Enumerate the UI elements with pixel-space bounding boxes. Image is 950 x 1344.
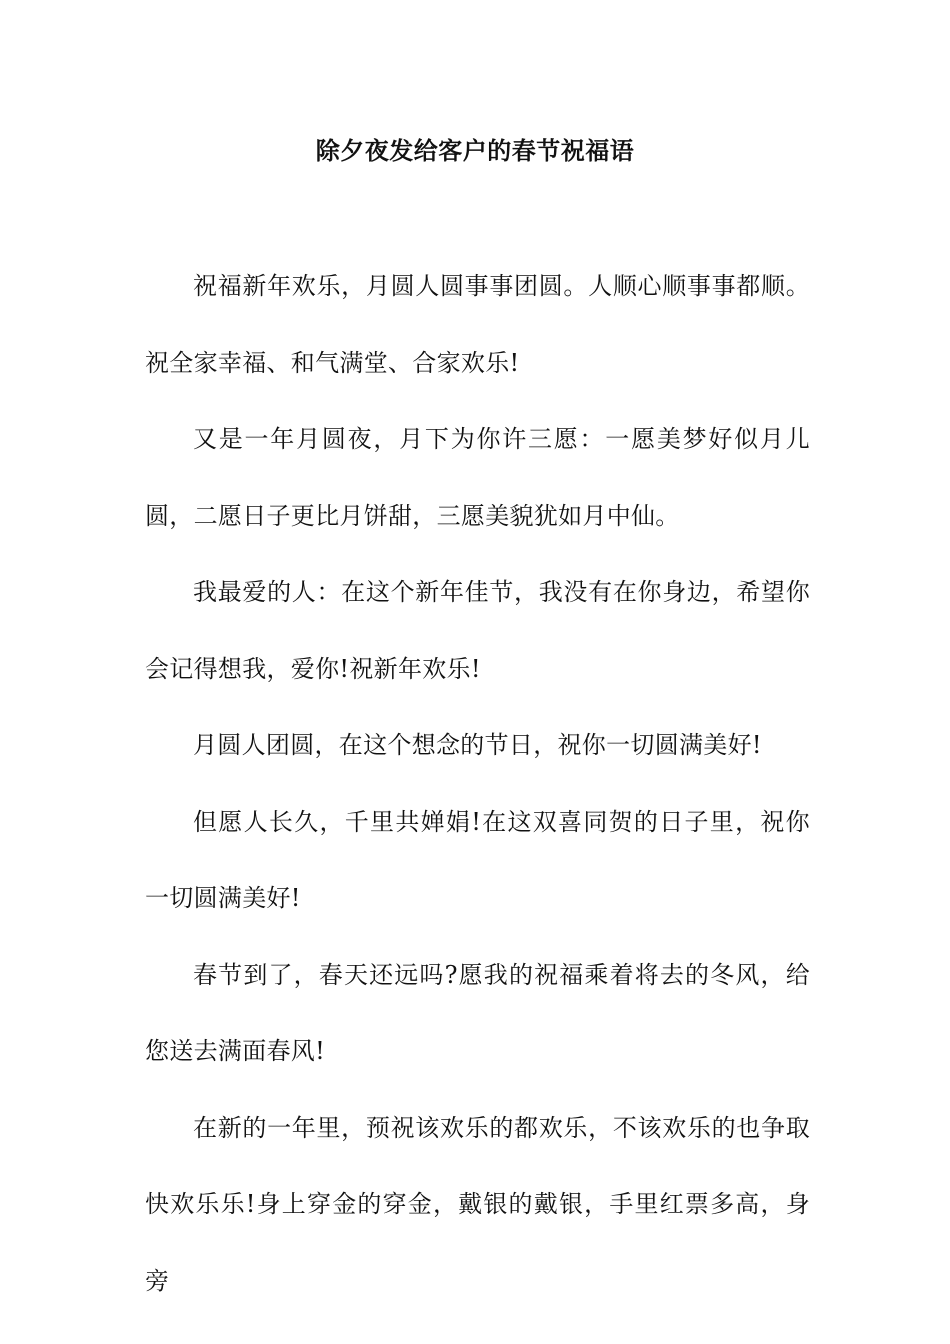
- document-title: 除夕夜发给客户的春节祝福语: [315, 136, 635, 165]
- paragraph: 但愿人长久，千里共婵娟!在这双喜同贺的日子里，祝你一切圆满美好!: [145, 807, 810, 912]
- document-body: [145, 248, 810, 1319]
- paragraph: 祝福新年欢乐，月圆人圆事事团圆。人顺心顺事事都顺。祝全家幸福、和气满堂、合家欢乐!: [145, 272, 810, 377]
- paragraph: 月圆人团圆，在这个想念的节日，祝你一切圆满美好!: [193, 731, 762, 759]
- paragraph: 又是一年月圆夜，月下为你许三愿：一愿美梦好似月儿圆，二愿日子更比月饼甜，三愿美貌犹如月中仙。: [145, 425, 810, 530]
- paragraph: 我最爱的人：在这个新年佳节，我没有在你身边，希望你会记得想我，爱你!祝新年欢乐!: [145, 578, 810, 683]
- paragraph: 春节到了，春天还远吗?愿我的祝福乘着将去的冬风，给您送去满面春风!: [145, 960, 810, 1065]
- paragraph: 在新的一年里，预祝该欢乐的都欢乐，不该欢乐的也争取快欢乐乐!身上穿金的穿金，戴银的戴银，手里红票多高，身旁: [145, 1113, 810, 1295]
